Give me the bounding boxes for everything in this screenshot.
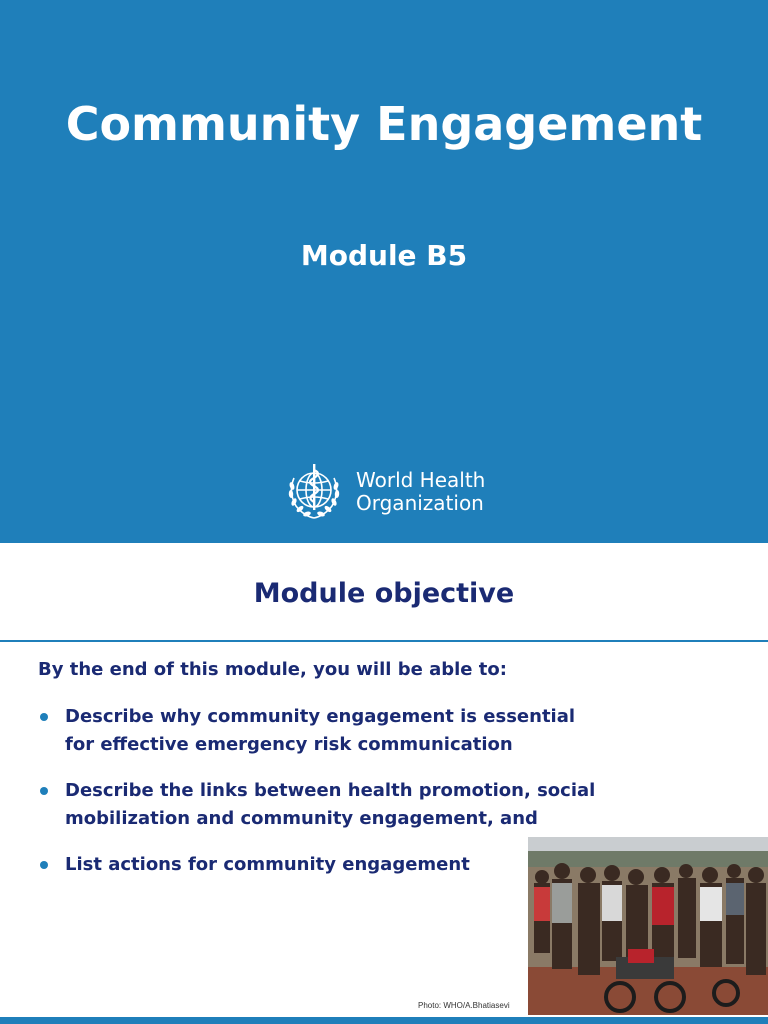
who-wordmark-line1: World Health — [356, 468, 486, 492]
who-emblem-icon — [282, 460, 346, 524]
who-wordmark — [356, 469, 485, 515]
bullet-icon — [40, 713, 48, 721]
heading-divider — [0, 640, 768, 642]
bullet-icon — [40, 861, 48, 869]
bullet-icon — [40, 787, 48, 795]
list-item — [38, 851, 598, 879]
list-item-text: Describe why community engagement is essential for effective emergency risk communication — [65, 706, 576, 755]
list-item-text: List actions for community engagement — [65, 854, 470, 875]
who-wordmark-line2: Organization — [356, 491, 484, 515]
crowd-photo — [528, 837, 768, 1015]
slide-title: Community Engagement — [65, 97, 703, 151]
objective-heading: Module objective — [253, 578, 515, 609]
objective-list — [38, 703, 598, 897]
objective-intro: By the end of this module, you will be able to: — [38, 659, 507, 680]
objective-slide — [0, 543, 768, 1024]
footer-bar — [0, 1017, 768, 1024]
list-item — [38, 777, 598, 833]
list-item-text: Describe the links between health promotion, social mobilization and community engagement, and — [65, 780, 596, 829]
photo-credit: Photo: WHO/A.Bhatiasevi — [418, 1001, 510, 1010]
who-logo — [282, 460, 492, 524]
slide-subtitle: Module B5 — [300, 239, 468, 272]
list-item — [38, 703, 598, 759]
